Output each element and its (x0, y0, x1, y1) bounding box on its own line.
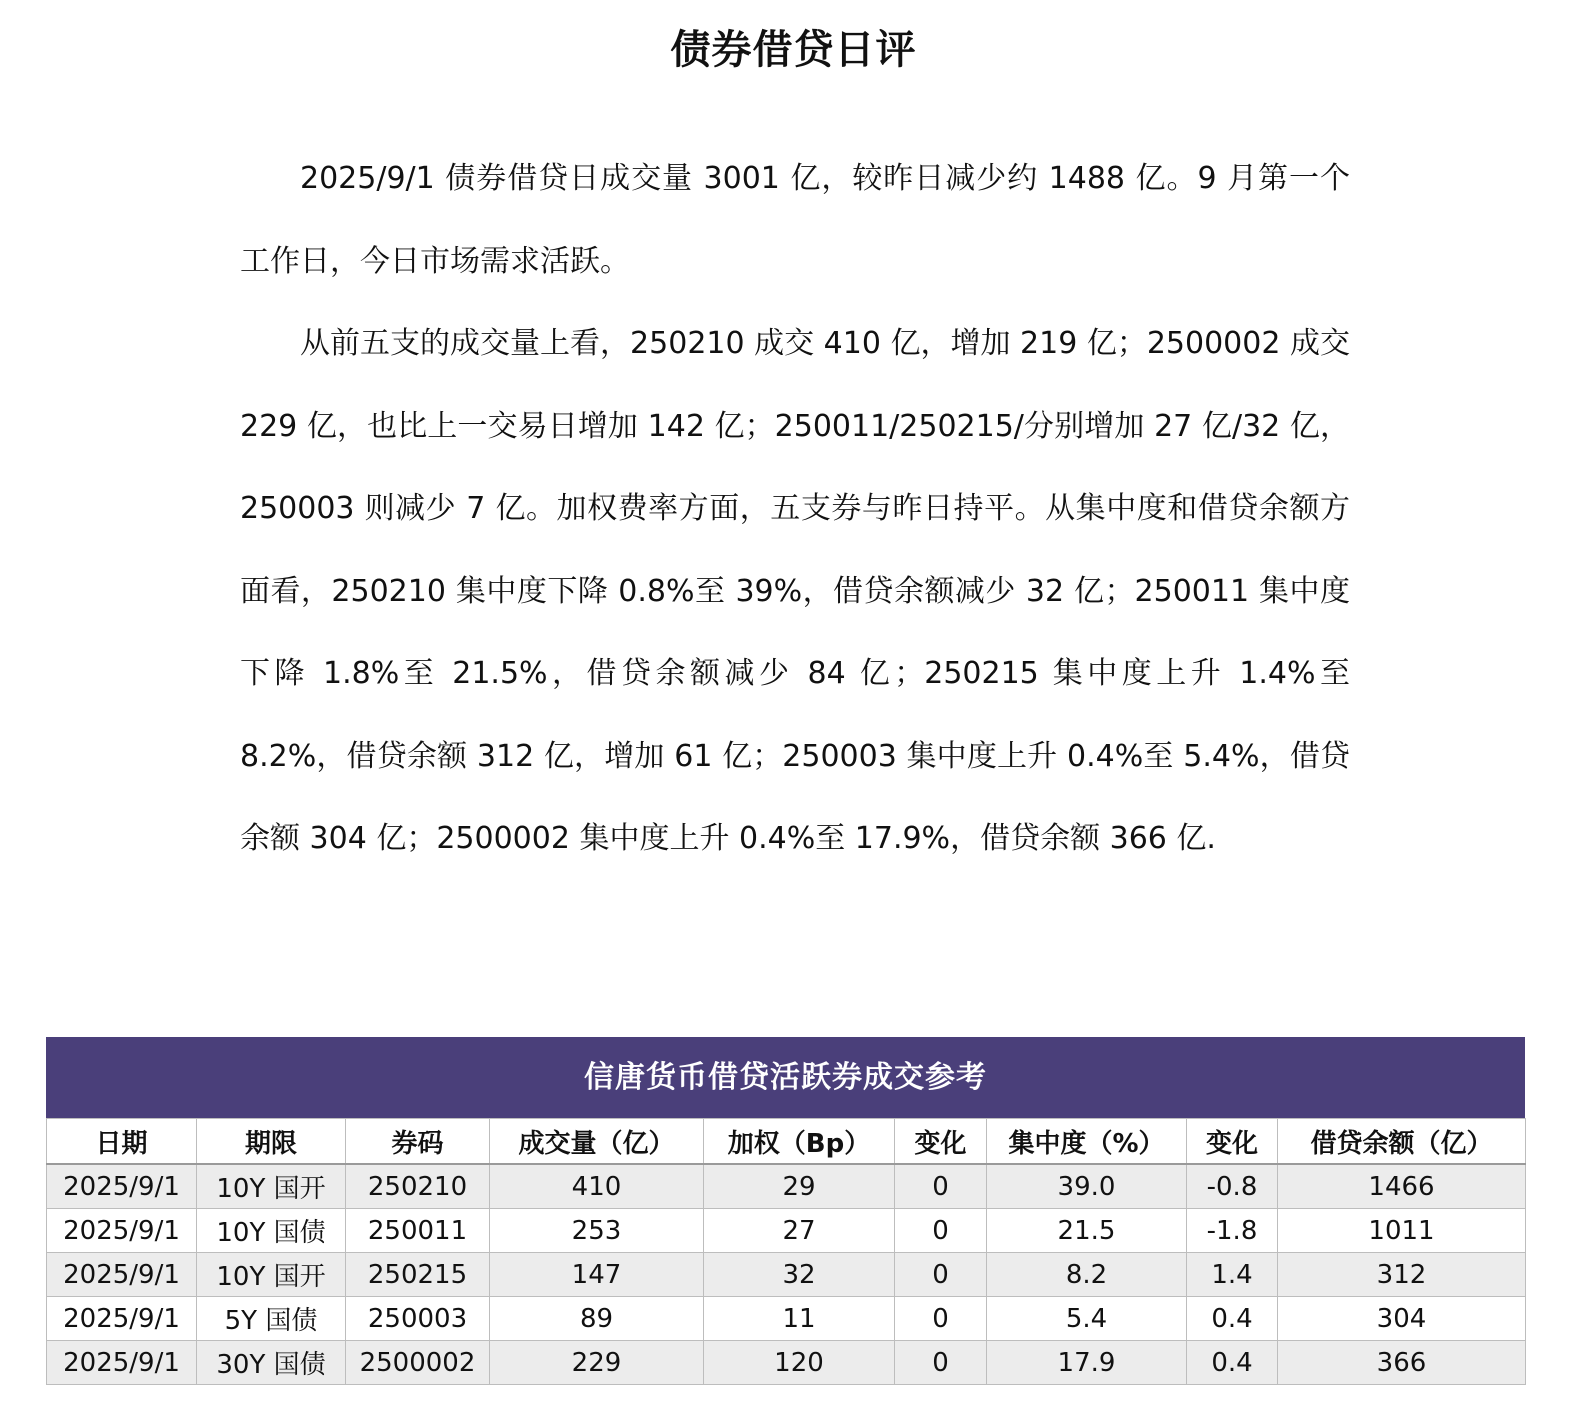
cell-bond-code: 250011 (346, 1209, 490, 1253)
column-header-volume: 成交量（亿） (490, 1119, 704, 1165)
cell-volume: 89 (490, 1297, 704, 1341)
column-header-rate-change: 变化 (895, 1119, 987, 1165)
cell-tenor: 10Y 国债 (197, 1209, 346, 1253)
column-header-weighted-rate: 加权（Bp） (704, 1119, 895, 1165)
column-header-concentration: 集中度（%） (987, 1119, 1187, 1165)
cell-weighted-rate: 32 (704, 1253, 895, 1297)
cell-bond-code: 250003 (346, 1297, 490, 1341)
cell-weighted-rate: 27 (704, 1209, 895, 1253)
paragraph-summary: 2025/9/1 债券借贷日成交量 3001 亿，较昨日减少约 1488 亿。9 月第一个工作日，今日市场需求活跃。 (240, 161, 1350, 279)
active-bonds-table (46, 1118, 1526, 1385)
cell-lending-balance: 1011 (1278, 1209, 1526, 1253)
cell-rate-change: 0 (895, 1164, 987, 1209)
article-body (240, 138, 1350, 881)
column-header-concentration-change: 变化 (1187, 1119, 1278, 1165)
cell-rate-change: 0 (895, 1297, 987, 1341)
table-row (47, 1209, 1526, 1253)
cell-concentration: 8.2 (987, 1253, 1187, 1297)
paragraph-detail: 从前五支的成交量上看，250210 成交 410 亿，增加 219 亿；2500002 成交 229 亿，也比上一交易日增加 142 亿；250011/250215/分别增加 27 亿/32 亿，250003 则减少 7 亿。加权费率方面，五支券与昨日持平。从集中度和借贷余额方面看，250210 集中度下降 0.8%至 39%，借贷余额减少 32 亿；250011 集中度下降 1.8%至 21.5%，借贷余额减少 84 亿；250215 集中度上升 1.4%至 8.2%，借贷余额 312 亿，增加 61 亿；250003 集中度上升 0.4%至 5.4%，借贷余额 304 亿；2500002 集中度上升 0.4%至 17.9%，借贷余额 366 亿. (240, 326, 1350, 856)
cell-weighted-rate: 11 (704, 1297, 895, 1341)
cell-bond-code: 2500002 (346, 1341, 490, 1385)
table-row (47, 1253, 1526, 1297)
cell-date: 2025/9/1 (47, 1341, 197, 1385)
cell-concentration-change: -0.8 (1187, 1164, 1278, 1209)
cell-date: 2025/9/1 (47, 1253, 197, 1297)
cell-lending-balance: 366 (1278, 1341, 1526, 1385)
table-row (47, 1164, 1526, 1209)
cell-tenor: 10Y 国开 (197, 1164, 346, 1209)
cell-bond-code: 250215 (346, 1253, 490, 1297)
cell-concentration-change: -1.8 (1187, 1209, 1278, 1253)
cell-tenor: 10Y 国开 (197, 1253, 346, 1297)
cell-concentration: 17.9 (987, 1341, 1187, 1385)
cell-lending-balance: 304 (1278, 1297, 1526, 1341)
cell-concentration: 5.4 (987, 1297, 1187, 1341)
cell-concentration: 21.5 (987, 1209, 1187, 1253)
table-row (47, 1341, 1526, 1385)
cell-rate-change: 0 (895, 1209, 987, 1253)
cell-volume: 147 (490, 1253, 704, 1297)
table-title: 信唐货币借贷活跃券成交参考 (46, 1037, 1525, 1118)
cell-weighted-rate: 29 (704, 1164, 895, 1209)
cell-date: 2025/9/1 (47, 1209, 197, 1253)
cell-rate-change: 0 (895, 1253, 987, 1297)
cell-volume: 410 (490, 1164, 704, 1209)
cell-volume: 253 (490, 1209, 704, 1253)
cell-lending-balance: 312 (1278, 1253, 1526, 1297)
cell-concentration-change: 0.4 (1187, 1341, 1278, 1385)
cell-volume: 229 (490, 1341, 704, 1385)
column-header-tenor: 期限 (197, 1119, 346, 1165)
cell-weighted-rate: 120 (704, 1341, 895, 1385)
cell-date: 2025/9/1 (47, 1297, 197, 1341)
cell-lending-balance: 1466 (1278, 1164, 1526, 1209)
column-header-lending-balance: 借贷余额（亿） (1278, 1119, 1526, 1165)
cell-concentration-change: 1.4 (1187, 1253, 1278, 1297)
table-header-row (47, 1119, 1526, 1165)
cell-tenor: 5Y 国债 (197, 1297, 346, 1341)
cell-rate-change: 0 (895, 1341, 987, 1385)
cell-concentration-change: 0.4 (1187, 1297, 1278, 1341)
column-header-bond-code: 券码 (346, 1119, 490, 1165)
active-bonds-table-panel (46, 1037, 1525, 1385)
cell-concentration: 39.0 (987, 1164, 1187, 1209)
page-title: 债券借贷日评 (670, 27, 917, 73)
cell-bond-code: 250210 (346, 1164, 490, 1209)
table-row (47, 1297, 1526, 1341)
column-header-date: 日期 (47, 1119, 197, 1165)
cell-date: 2025/9/1 (47, 1164, 197, 1209)
cell-tenor: 30Y 国债 (197, 1341, 346, 1385)
